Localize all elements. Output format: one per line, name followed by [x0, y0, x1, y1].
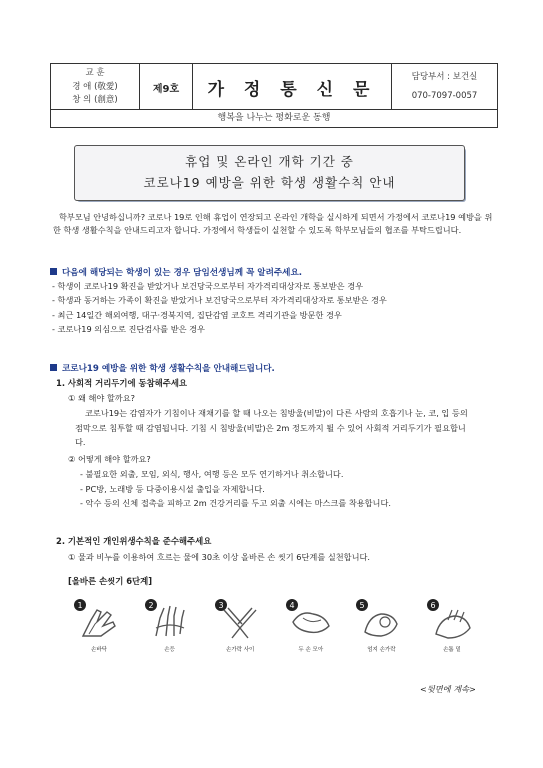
section-1-heading: [50, 266, 302, 278]
step-number: 3: [218, 601, 224, 610]
palm-rub-icon: [73, 598, 125, 642]
handwash-step: [214, 598, 266, 654]
handwash-step: [355, 598, 407, 654]
question-how: ② 어떻게 해야 할까요?: [68, 454, 151, 464]
list-item: - 악수 등의 신체 접촉을 피하고 2m 건강거리를 두고 외출 시에는 마스크를 착용합니다.: [80, 498, 391, 508]
list-item: - 학생과 동거하는 가족이 확진을 받았거나 보건당국으로부터 자가격리대상자로 통보받은 경우: [52, 295, 387, 306]
step-label: 엄지 손가락: [367, 647, 396, 653]
handwash-instruction: ① 물과 비누를 이용하여 흐르는 물에 30초 이상 올바른 손 씻기 6단계를 실천합니다.: [68, 552, 370, 562]
between-fingers-icon: [214, 598, 266, 642]
step-number: 2: [148, 601, 154, 610]
header-table: [50, 63, 498, 110]
phone-number: 070-7097-0057: [411, 91, 478, 101]
title-line-2: 코로나19 예방을 위한 학생 생활수칙 안내: [143, 175, 396, 190]
list-item: - PC방, 노래방 등 다중이용시설 출입을 자제합니다.: [80, 483, 265, 494]
issue-number: 제9호: [140, 64, 193, 110]
section-1-list: [52, 279, 387, 337]
step-label: 손톱 밑: [443, 647, 461, 653]
handwash-step: [73, 598, 125, 654]
section-2-heading-text: 코로나19 예방을 위한 학생 생활수칙을 안내해드립니다.: [62, 364, 275, 374]
step-label: 손바닥: [91, 647, 107, 653]
handwash-steps: [73, 598, 478, 654]
how-list: [80, 467, 391, 511]
question-why: ① 왜 해야 할까요?: [68, 393, 135, 403]
handwash-title: [올바른 손씻기 6단계]: [68, 576, 153, 586]
section-1-heading-text: 다음에 해당되는 학생이 있는 경우 담임선생님께 꼭 알려주세요.: [62, 268, 303, 278]
fingernail-rub-icon: [426, 598, 478, 642]
tagline: 행복을 나누는 평화로운 동행: [50, 109, 498, 128]
subsection-1-title: 1. 사회적 거리두기에 동참해주세요: [56, 378, 188, 388]
handwash-step: [426, 598, 478, 654]
title-line-1: 휴업 및 온라인 개학 기간 중: [185, 154, 354, 169]
step-number: 6: [430, 601, 436, 610]
subsection-2-title: 2. 기본적인 개인위생수칙을 준수해주세요: [56, 536, 212, 546]
continued-note: <뒷면에 계속>: [420, 684, 476, 694]
contact-info: [392, 64, 497, 110]
list-item: - 학생이 코로나19 확진을 받았거나 보건당국으로부터 자가격리대상자로 통보받은 경우: [52, 281, 364, 291]
motto-line: 교 훈: [85, 68, 105, 78]
answer-why: 코로나19는 감염자가 기침이나 재채기를 할 때 나오는 침방울(비말)이 다른 사람의 호흡기나 눈, 코, 입 등의 점막으로 침투할 때 감염됩니다. 기침 시 침방울(비말)은 2m 정도까지 튈 수 있어 사회적 거리두기가 필요합니다.: [75, 408, 468, 447]
section-2-heading: [50, 362, 275, 374]
title-box: [74, 145, 465, 201]
handwash-step: [144, 598, 196, 654]
school-motto: [51, 64, 140, 110]
square-bullet-icon: [50, 268, 57, 275]
step-number: 1: [77, 601, 83, 610]
handwash-step: [285, 598, 337, 654]
back-of-hand-icon: [144, 598, 196, 642]
intro-paragraph: 학부모님 안녕하십니까? 코로나 19로 인해 휴업이 연장되고 온라인 개학을 실시하게 되면서 가정에서 코로나19 예방을 위한 학생 생활수칙을 안내드리고자 합니다. 가정에서 학생들이 실천할 수 있도록 학부모님들의 협조를 부탁드립니다.: [53, 212, 493, 235]
step-label: 손등: [164, 647, 175, 653]
thumb-rub-icon: [355, 598, 407, 642]
motto-line: 창 의 (創意): [72, 95, 118, 105]
list-item: - 불필요한 외출, 모임, 외식, 행사, 여행 등은 모두 연기하거나 취소합니다.: [80, 469, 344, 479]
step-number: 4: [289, 601, 295, 610]
motto-line: 경 애 (敬愛): [72, 81, 118, 92]
clasped-hands-icon: [285, 598, 337, 642]
square-bullet-icon: [50, 364, 57, 371]
step-label: 두 손 모아: [298, 647, 324, 653]
step-label: 손가락 사이: [226, 647, 255, 653]
department: 담당부서 : 보건실: [411, 72, 478, 82]
step-number: 5: [359, 601, 365, 610]
newsletter-title: 가 정 통 신 문: [193, 64, 392, 110]
list-item: - 최근 14일간 해외여행, 대구·경북지역, 집단감염 코호트 격리기관을 방문한 경우: [52, 309, 342, 320]
list-item: - 코로나19 의심으로 진단검사를 받은 경우: [52, 324, 205, 335]
